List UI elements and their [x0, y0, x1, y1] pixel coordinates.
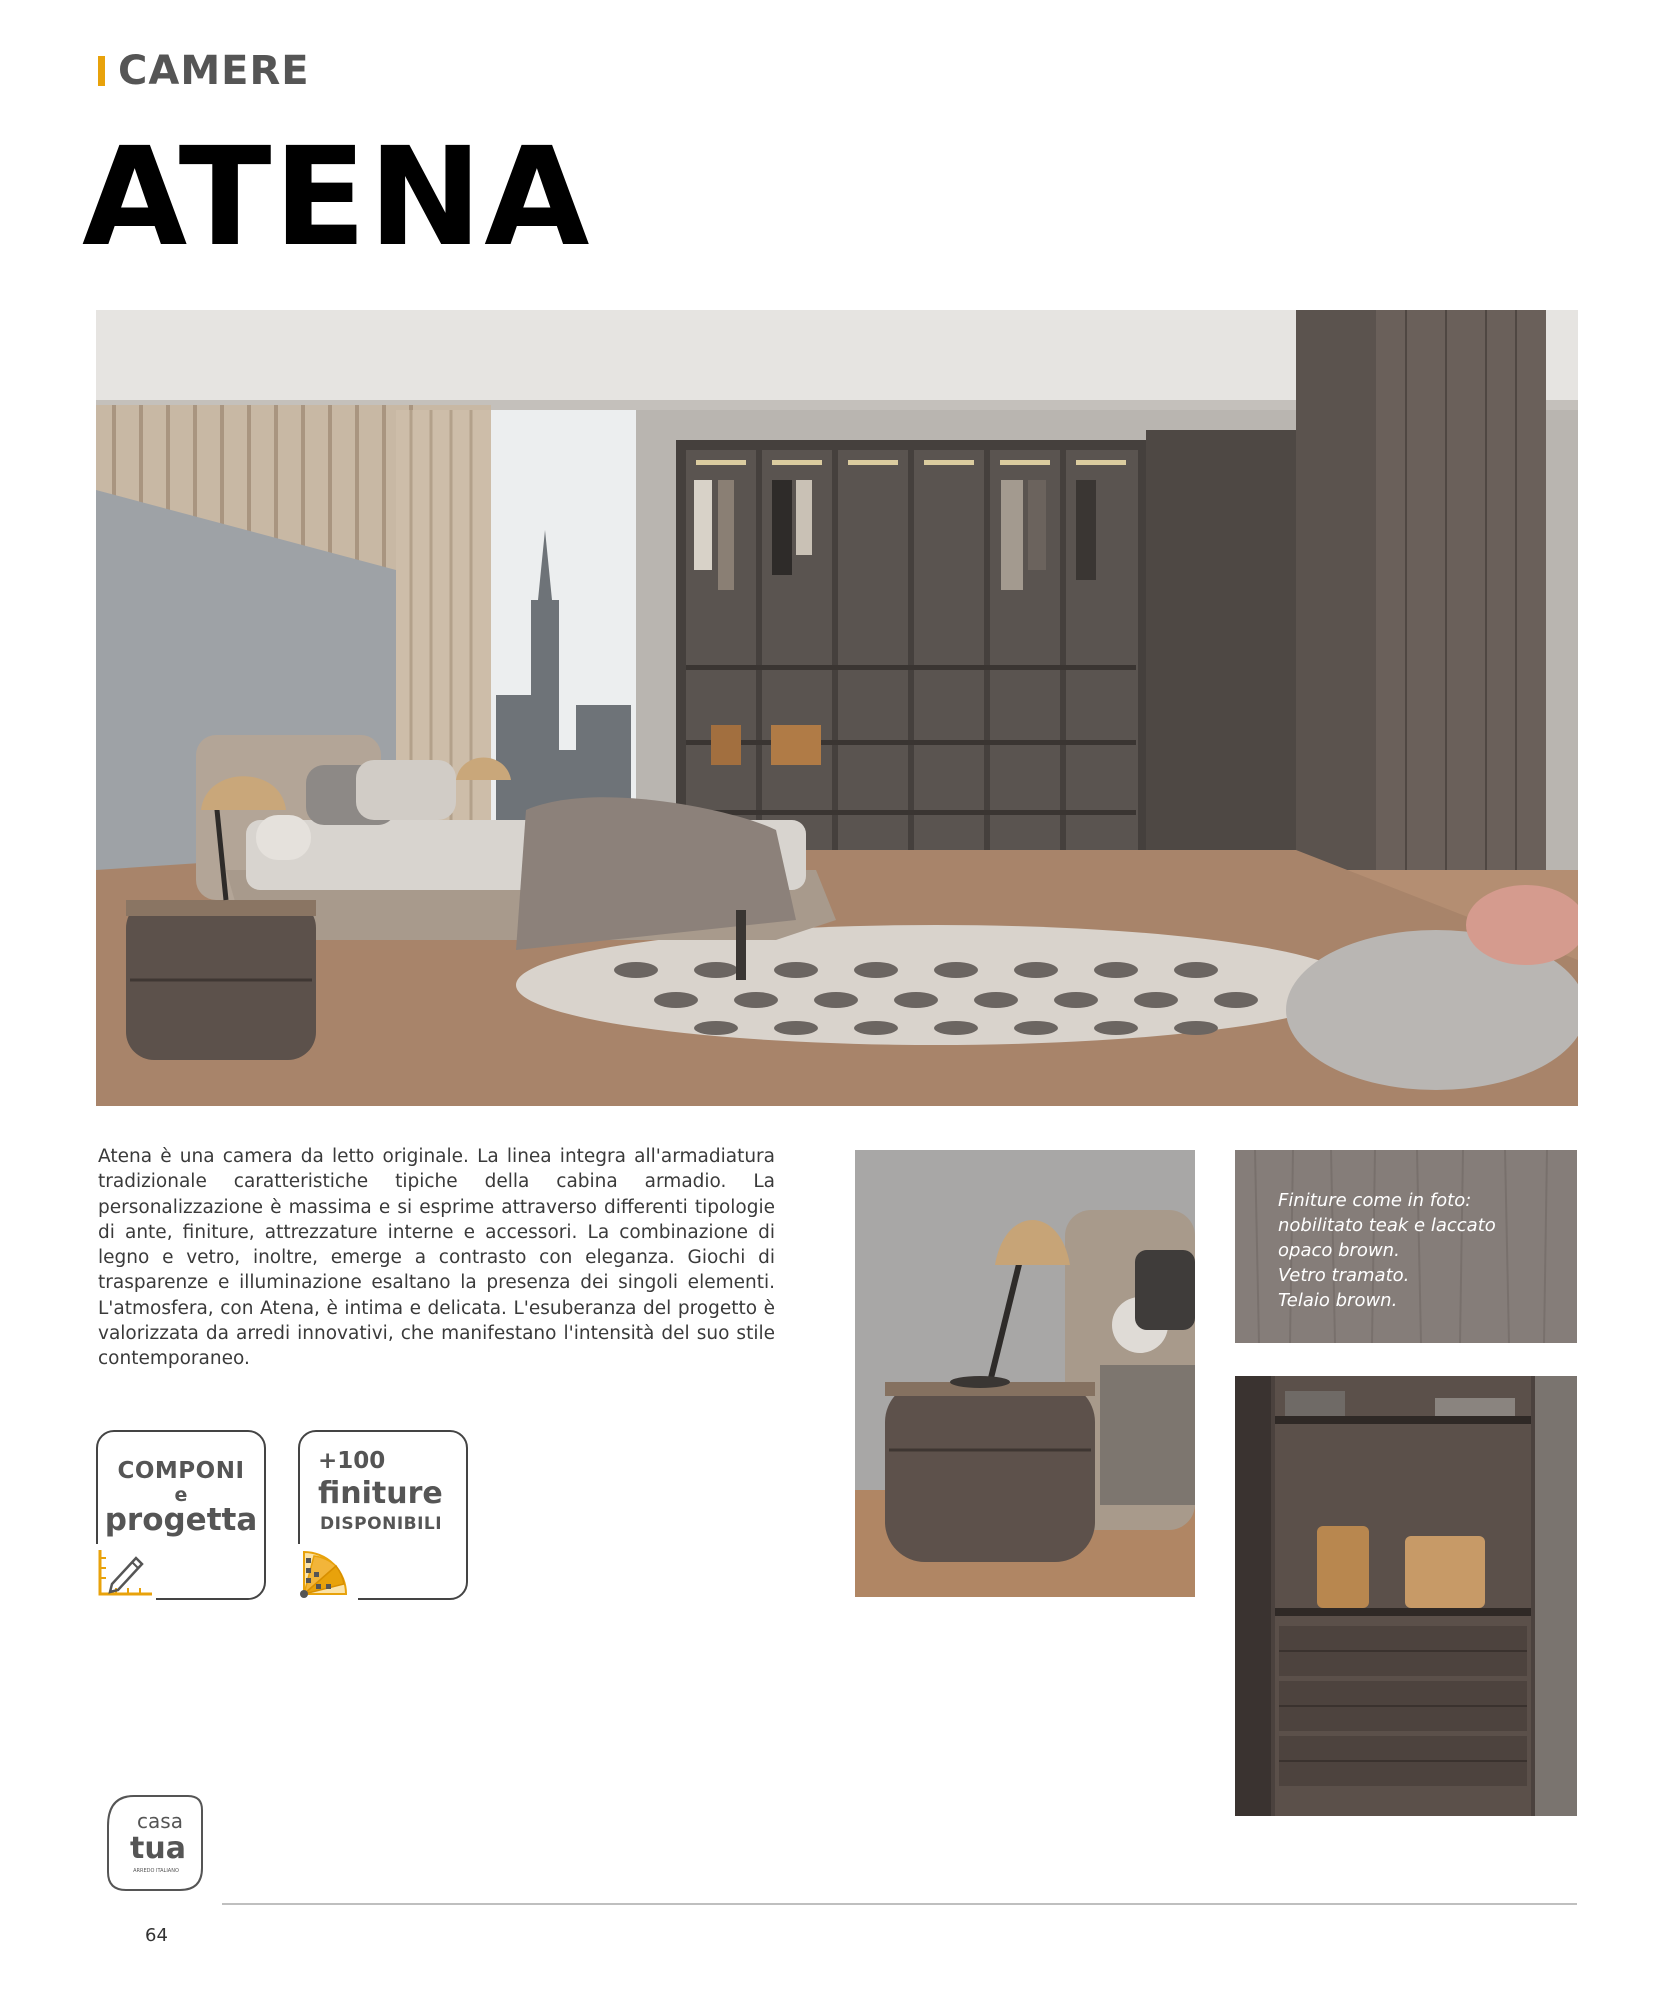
bedroom-illustration — [96, 310, 1578, 1106]
wardrobe-interior-photo — [1235, 1376, 1577, 1816]
finishes-caption — [1278, 1188, 1568, 1313]
section-label: CAMERE — [118, 48, 310, 94]
badge-componi-line2: e — [174, 1484, 188, 1506]
logo-word-tua: tua — [130, 1831, 186, 1866]
badge-componi-progetta — [96, 1430, 266, 1600]
footer-divider — [222, 1903, 1577, 1905]
nightstand-illustration — [855, 1150, 1195, 1597]
logo-mark — [104, 1792, 206, 1894]
finishes-line-5: Telaio brown. — [1278, 1290, 1398, 1311]
logo-word-casa: casa — [137, 1809, 183, 1833]
section-accent-bar — [98, 56, 105, 86]
casa-tua-logo — [104, 1792, 206, 1894]
finishes-panel — [1235, 1150, 1577, 1343]
logo-tagline: ARREDO ITALIANO — [133, 1868, 179, 1874]
finishes-line-4: Vetro tramato. — [1278, 1265, 1410, 1286]
color-swatch-fan-icon — [298, 1544, 358, 1600]
badge-componi-line1: COMPONI — [117, 1458, 245, 1484]
pencil-ruler-icon — [96, 1544, 156, 1600]
badge-componi-line3: progetta — [104, 1502, 258, 1538]
badge-finiture-line1: +100 — [318, 1448, 386, 1474]
finishes-line-3: opaco brown. — [1278, 1240, 1400, 1261]
badge-finiture-line2: finiture — [318, 1476, 443, 1511]
badge-finiture-disponibili — [298, 1430, 468, 1600]
description-paragraph: Atena è una camera da letto originale. La linea integra all'armadiatura tradizionale caratteristiche tipiche della cabina armadio. La personalizzazione è massima e si esprime attraverso differenti tipologie di ante, finiture, attrezzature interne e accessori. La combinazione di legno e vetro, inoltre, emerge a contrasto con eleganza. Giochi di trasparenze e illuminazione esaltano la presenza dei singoli elementi. L'atmosfera, con Atena, è intima e delicata. L'esuberanza del progetto è valorizzata da arredi innovativi, che manifestano l'intensità del suo stile contemporaneo. — [98, 1146, 775, 1370]
badge-finiture-line3: DISPONIBILI — [320, 1514, 443, 1534]
nightstand-detail-photo — [855, 1150, 1195, 1597]
wardrobe-illustration — [1235, 1376, 1577, 1816]
page-title: ATENA — [82, 119, 592, 277]
finishes-line-2: nobilitato teak e laccato — [1278, 1215, 1496, 1236]
finishes-line-1: Finiture come in foto: — [1278, 1190, 1472, 1211]
hero-bedroom-photo — [96, 310, 1578, 1106]
page-number: 64 — [145, 1925, 168, 1946]
